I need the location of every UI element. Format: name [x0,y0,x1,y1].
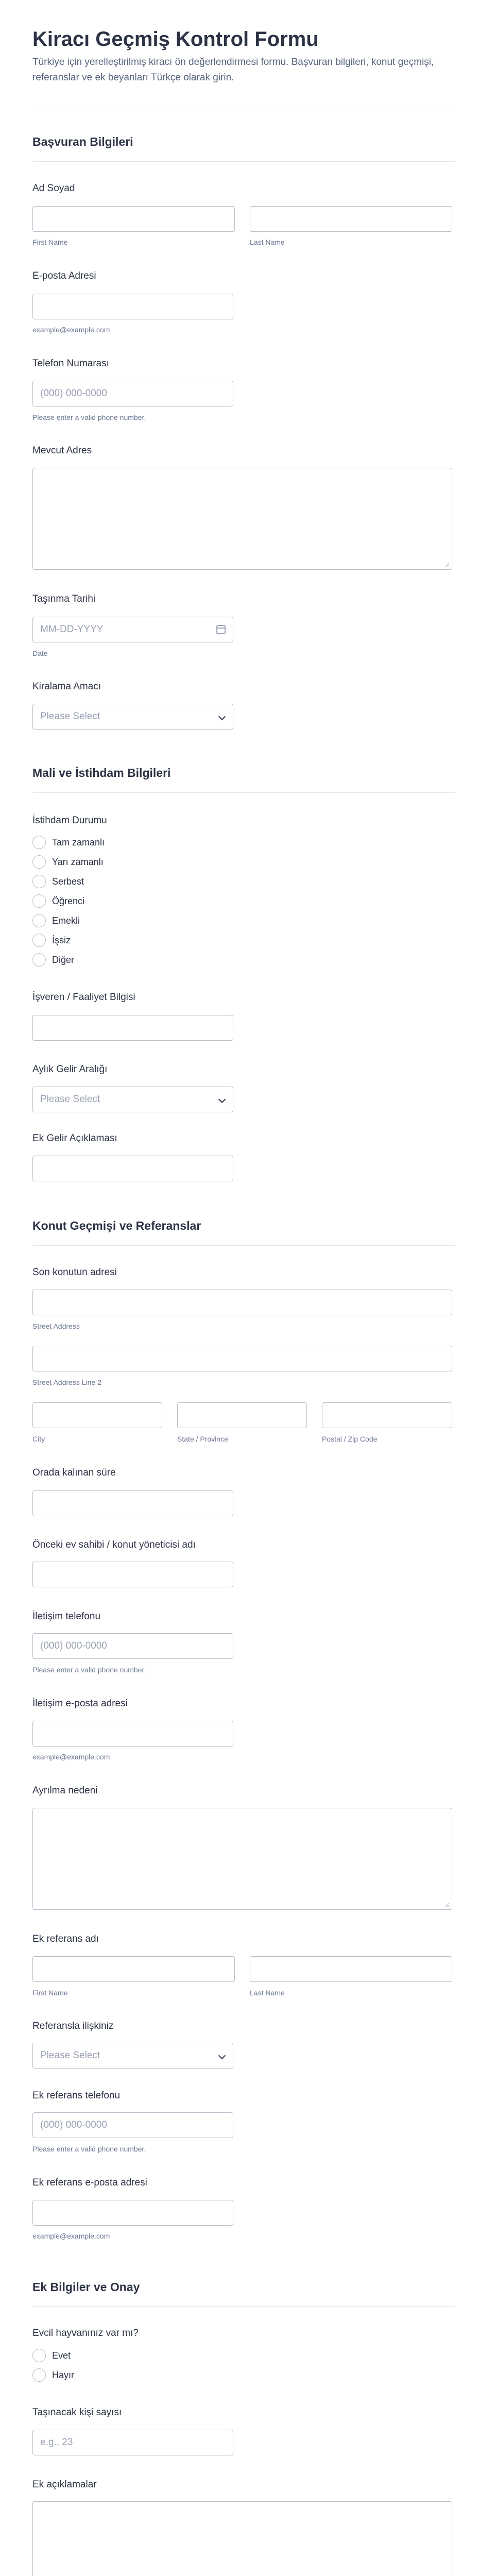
section-financial [32,766,455,780]
income-select-value: Please Select [40,1094,100,1105]
form-header [32,27,455,86]
option-label: Yarı zamanlı [52,856,104,867]
section-divider [32,2306,455,2307]
city-input[interactable] [32,1402,162,1428]
employment-option[interactable] [32,913,80,928]
street-address-input[interactable] [32,1290,452,1315]
employment-option[interactable] [32,874,84,889]
employment-option[interactable] [32,952,74,968]
radio-button[interactable] [32,2368,46,2382]
landlord-label: Önceki ev sahibi / konut yöneticisi adı [32,1539,196,1550]
ref-email-hint: example@example.com [32,2232,110,2240]
street-address-sublabel: Street Address [32,1322,80,1330]
zip-input[interactable] [322,1402,452,1428]
form-description: Türkiye için yerelleştirilmiş kiracı ön değerlendirmesi formu. Başvuran bilgileri, konut geçmişi, referanslar ve ek beyanları Türkçe olarak girin. [32,57,434,83]
ref-email-input[interactable] [32,2200,233,2226]
employment-option[interactable] [32,933,71,948]
calendar-icon[interactable] [216,625,226,634]
state-input[interactable] [177,1402,307,1428]
section-divider [32,792,455,793]
email-input[interactable] [32,294,233,319]
name-label: Ad Soyad [32,183,75,194]
section-title: Ek Bilgiler ve Onay [32,2280,140,2294]
notes-label: Ek açıklamalar [32,2479,97,2490]
extra-income-label: Ek Gelir Açıklaması [32,1133,117,1144]
chevron-down-icon [218,713,226,720]
contact-phone-label: İletişim telefonu [32,1611,101,1622]
last-name-input[interactable] [250,206,452,232]
option-label: Emekli [52,915,80,926]
purpose-label: Kiralama Amacı [32,681,101,692]
option-label: Öğrenci [52,895,85,906]
city-sublabel: City [32,1435,45,1443]
resize-handle-icon[interactable] [444,562,450,567]
ref-email-label: Ek referans e-posta adresi [32,2177,147,2188]
income-label: Aylık Gelir Aralığı [32,1064,108,1075]
contact-email-label: İletişim e-posta adresi [32,1698,128,1709]
ref-phone-label: Ek referans telefonu [32,2090,121,2101]
option-label: Hayır [52,2369,75,2380]
chevron-down-icon [218,2052,226,2059]
ref-phone-hint: Please enter a valid phone number. [32,2145,146,2153]
phone-input[interactable]: (000) 000-0000 [32,381,233,406]
resize-handle-icon[interactable] [444,1902,450,1907]
zip-sublabel: Postal / Zip Code [322,1435,378,1443]
section-applicant [32,135,455,149]
section-divider [32,161,455,162]
radio-button[interactable] [32,934,46,947]
option-label: İşsiz [52,935,71,945]
first-name-input[interactable] [32,206,235,232]
contact-phone-hint: Please enter a valid phone number. [32,1666,146,1674]
move-date-label: Taşınma Tarihi [32,594,96,604]
people-input[interactable]: e.g., 23 [32,2430,233,2455]
people-label: Taşınacak kişi sayısı [32,2407,122,2418]
option-label: Tam zamanlı [52,837,105,848]
last-address-label: Son konutun adresi [32,1267,117,1278]
pet-option[interactable] [32,2367,74,2383]
ref-first-name-sublabel: First Name [32,1989,68,1997]
extra-income-input[interactable] [32,1156,233,1181]
employment-option[interactable] [32,835,105,850]
state-sublabel: State / Province [177,1435,228,1443]
first-name-sublabel: First Name [32,238,68,246]
duration-label: Orada kalınan süre [32,1467,116,1478]
ref-relation-select-value: Please Select [40,2050,100,2061]
radio-button[interactable] [32,836,46,849]
notes-textarea[interactable] [32,2501,452,2576]
pet-label: Evcil hayvanınız var mı? [32,2328,139,2338]
purpose-select[interactable] [32,704,233,730]
section-divider [32,1245,455,1246]
radio-button[interactable] [32,2349,46,2362]
last-name-sublabel: Last Name [250,238,285,246]
ref-last-name-input[interactable] [250,1956,452,1982]
section-title: Konut Geçmişi ve Referanslar [32,1219,201,1232]
option-label: Serbest [52,876,84,887]
address-label: Mevcut Adres [32,445,92,456]
contact-phone-input[interactable]: (000) 000-0000 [32,1633,233,1659]
section-extra [32,2280,455,2294]
phone-hint: Please enter a valid phone number. [32,413,146,421]
radio-button[interactable] [32,894,46,908]
address-textarea[interactable] [32,468,452,570]
move-date-placeholder: MM-DD-YYYY [40,624,104,635]
ref-last-name-sublabel: Last Name [250,1989,285,1997]
employment-label: İstihdam Durumu [32,815,107,826]
street-address-2-input[interactable] [32,1346,452,1371]
purpose-select-value: Please Select [40,711,100,722]
form-title: Kiracı Geçmiş Kontrol Formu [32,28,319,50]
radio-button[interactable] [32,875,46,888]
ref-relation-select[interactable] [32,2043,233,2069]
ref-name-label: Ek referans adı [32,1934,99,1944]
chevron-down-icon [218,1096,226,1103]
landlord-input[interactable] [32,1562,233,1587]
street-address-2-sublabel: Street Address Line 2 [32,1378,101,1386]
email-label: E-posta Adresi [32,270,96,281]
section-title: Mali ve İstihdam Bilgileri [32,766,171,779]
contact-email-input[interactable] [32,1721,233,1747]
email-hint: example@example.com [32,326,110,334]
employment-option[interactable] [32,854,104,870]
income-select[interactable] [32,1087,233,1112]
section-housing [32,1219,455,1233]
option-label: Diğer [52,954,75,965]
option-label: Evet [52,2350,71,2361]
radio-button[interactable] [32,914,46,927]
duration-input[interactable] [32,1490,233,1516]
move-date-hint: Date [32,649,48,657]
leave-reason-label: Ayrılma nedeni [32,1785,98,1796]
ref-phone-input[interactable]: (000) 000-0000 [32,2112,233,2138]
phone-label: Telefon Numarası [32,358,109,369]
radio-button[interactable] [32,953,46,967]
leave-reason-textarea[interactable] [32,1808,452,1910]
ref-first-name-input[interactable] [32,1956,235,1982]
employer-input[interactable] [32,1015,233,1041]
radio-button[interactable] [32,855,46,869]
employment-option[interactable] [32,893,84,909]
employer-label: İşveren / Faaliyet Bilgisi [32,992,135,1003]
contact-email-hint: example@example.com [32,1753,110,1761]
move-date-input[interactable] [32,617,233,642]
ref-relation-label: Referansla ilişkiniz [32,2021,114,2031]
pet-option[interactable] [32,2348,71,2363]
section-title: Başvuran Bilgileri [32,135,133,148]
